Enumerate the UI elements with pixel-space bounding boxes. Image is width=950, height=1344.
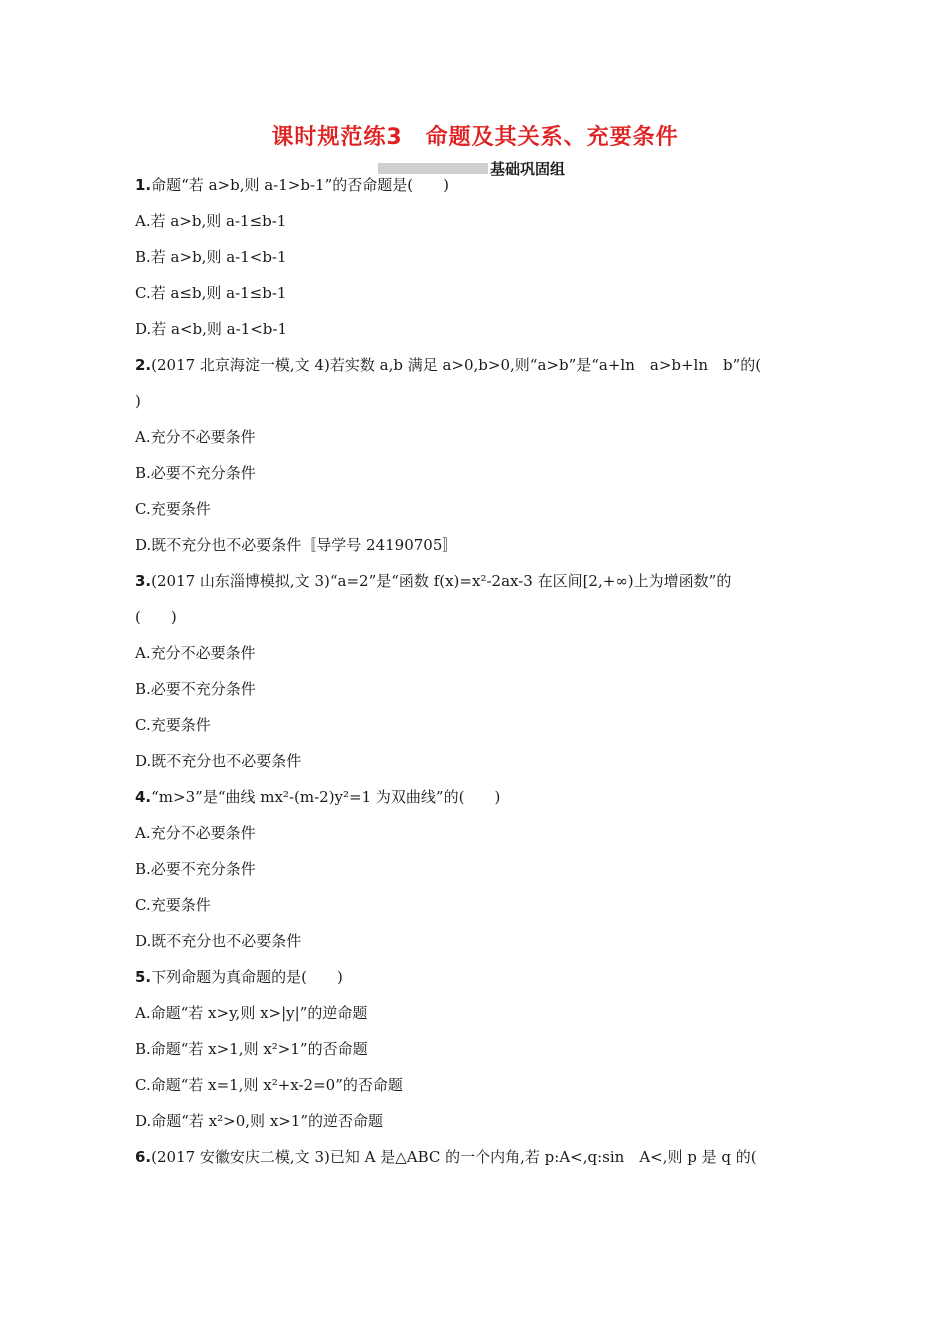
question-3-stem-cont: ( ) xyxy=(135,608,177,626)
option-b: B.命题“若 x>1,则 x²>1”的否命题 xyxy=(135,1040,368,1058)
question-number: 3. xyxy=(135,572,152,590)
question-3-stem xyxy=(135,563,835,599)
question-5-stem xyxy=(135,959,835,995)
option-d: D.既不充分也不必要条件〚导学号 24190705〛 xyxy=(135,536,458,554)
option-b: B.必要不充分条件 xyxy=(135,464,256,482)
question-1-stem xyxy=(135,167,835,203)
question-text: (2017 山东淄博模拟,文 3)“a=2”是“函数 f(x)=x²-2ax-3 在区间[2,+∞)上为增函数”的 xyxy=(151,572,732,590)
question-text: (2017 北京海淀一模,文 4)若实数 a,b 满足 a>0,b>0,则“a>b”是“a+ln a>b+ln b”的( xyxy=(151,356,762,374)
question-4-stem xyxy=(135,779,835,815)
page-title: 课时规范练3 命题及其关系、充要条件 xyxy=(271,125,679,150)
question-list xyxy=(135,167,835,1175)
question-6-stem xyxy=(135,1139,835,1175)
option-a: A.若 a>b,则 a-1≤b-1 xyxy=(135,212,287,230)
option-a: A.命题“若 x>y,则 x>|y|”的逆命题 xyxy=(135,1004,368,1022)
question-text: (2017 安徽安庆二模,文 3)已知 A 是△ABC 的一个内角,若 p:A<,q:sin A<,则 p 是 q 的( xyxy=(151,1148,757,1166)
option-a: A.充分不必要条件 xyxy=(135,824,256,842)
question-text: 命题“若 a>b,则 a-1>b-1”的否命题是( ) xyxy=(151,176,449,194)
option-d: D.既不充分也不必要条件 xyxy=(135,752,302,770)
question-number: 5. xyxy=(135,968,152,986)
option-b: B.必要不充分条件 xyxy=(135,860,256,878)
option-c: C.命题“若 x=1,则 x²+x-2=0”的否命题 xyxy=(135,1076,403,1094)
option-d: D.若 a<b,则 a-1<b-1 xyxy=(135,320,288,338)
option-c: C.充要条件 xyxy=(135,896,211,914)
question-number: 6. xyxy=(135,1148,152,1166)
option-a: A.充分不必要条件 xyxy=(135,428,256,446)
question-text: “m>3”是“曲线 mx²-(m-2)y²=1 为双曲线”的( ) xyxy=(151,788,501,806)
question-number: 4. xyxy=(135,788,152,806)
option-b: B.必要不充分条件 xyxy=(135,680,256,698)
option-a: A.充分不必要条件 xyxy=(135,644,256,662)
option-c: C.若 a≤b,则 a-1≤b-1 xyxy=(135,284,287,302)
question-number: 2. xyxy=(135,356,152,374)
option-b: B.若 a>b,则 a-1<b-1 xyxy=(135,248,287,266)
question-2-stem-cont: ) xyxy=(135,392,141,410)
option-d: D.命题“若 x²>0,则 x>1”的逆否命题 xyxy=(135,1112,384,1130)
question-text: 下列命题为真命题的是( ) xyxy=(151,968,343,986)
option-c: C.充要条件 xyxy=(135,500,211,518)
option-d: D.既不充分也不必要条件 xyxy=(135,932,302,950)
question-number: 1. xyxy=(135,176,152,194)
question-2-stem xyxy=(135,347,835,383)
section-title: 基础巩固组 xyxy=(490,160,566,178)
option-c: C.充要条件 xyxy=(135,716,211,734)
